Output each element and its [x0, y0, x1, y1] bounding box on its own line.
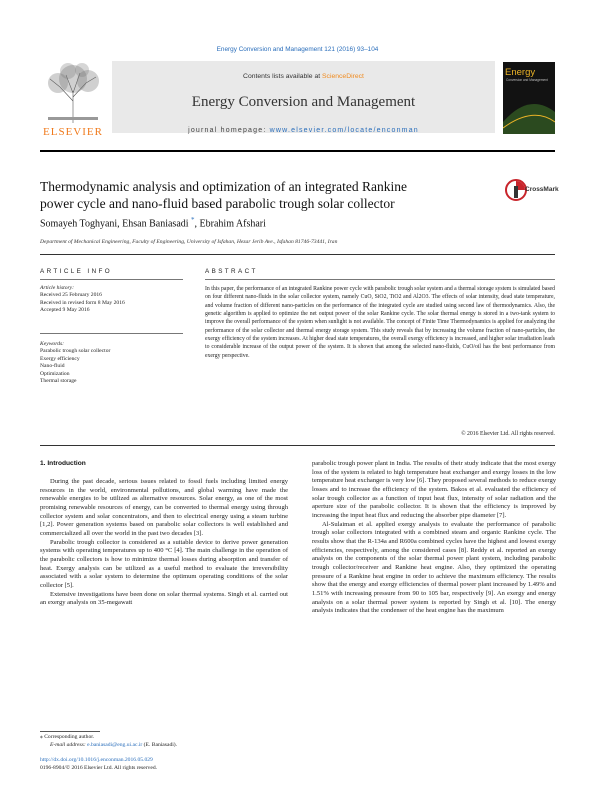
- keyword-item: Thermal storage: [40, 378, 77, 385]
- homepage-link[interactable]: www.elsevier.com/locate/enconman: [269, 127, 419, 134]
- article-info-rule: [40, 279, 183, 280]
- journal-citation[interactable]: Energy Conversion and Management 121 (2016) 93–104: [216, 46, 379, 53]
- title-rule: [40, 254, 555, 255]
- email-link[interactable]: e.baniasadi@eng.ui.ac.ir: [87, 742, 143, 748]
- corresponding-marker[interactable]: *: [191, 216, 195, 224]
- publisher-wordmark: ELSEVIER: [43, 126, 103, 138]
- sciencedirect-link[interactable]: ScienceDirect: [322, 73, 364, 80]
- elsevier-tree-logo: [40, 61, 106, 133]
- paragraph: parabolic trough power plant in India. The results of their study indicate that the most exergy loss of the system is related to high temperature heat exchanger and exergy losses in the low temperature heat exchanger is very low [6]. They proposed several methods to reduce exergy losses and to increase the efficiency of the system. Bakos et al. evaluated the efficiency of solar trough collector as a function of input heat flux, intensity of solar radiation and the aperture size of the parabolic collector. It is shown that the efficiency is improved by increasing the input heat flux and reducing the absorber pipe diameter [7].: [312, 460, 556, 519]
- article-info-heading: ARTICLE INFO: [40, 268, 113, 275]
- contents-prefix: Contents lists available at: [243, 73, 323, 80]
- article-history: [40, 285, 185, 315]
- keywords-list: [40, 341, 185, 385]
- keyword-item: Nano-fluid: [40, 363, 65, 370]
- abstract-rule: [205, 279, 555, 280]
- keyword-item: Parabolic trough solar collector: [40, 348, 111, 355]
- cover-subtitle: Conversion and Management: [506, 78, 548, 82]
- article-title: [40, 178, 490, 212]
- email-suffix: (E. Baniasadi).: [142, 742, 178, 748]
- footnote-rule: [40, 731, 100, 732]
- affiliation: Department of Mechanical Engineering, Faculty of Engineering, University of Isfahan, Hezar Jerib Ave., Isfahan 81746-73441, Iran: [40, 239, 338, 245]
- crossmark-label[interactable]: CrossMark: [525, 186, 559, 193]
- doi-text[interactable]: http://dx.doi.org/10.1016/j.enconman.2016.05.029: [40, 757, 153, 763]
- history-label: Article history:: [40, 285, 75, 291]
- article-title-line-2: power cycle and nano-fluid based parabolic trough solar collector: [40, 196, 395, 211]
- contents-line: [112, 73, 495, 80]
- keyword-item: Optimization: [40, 370, 70, 377]
- history-item: Accepted 9 May 2016: [40, 307, 90, 314]
- authors-part-1[interactable]: Somayeh Toghyani, Ehsan Baniasadi: [40, 218, 189, 230]
- homepage-prefix: journal homepage:: [188, 127, 270, 134]
- doi-link[interactable]: [40, 757, 153, 764]
- section-heading-introduction: 1. Introduction: [40, 460, 86, 467]
- right-column: [312, 460, 556, 616]
- abstract-heading: ABSTRACT: [205, 268, 258, 275]
- journal-title: Energy Conversion and Management: [191, 94, 416, 110]
- keywords-rule: [40, 333, 183, 334]
- abstract-bottom-rule: [40, 445, 555, 446]
- left-column: [40, 478, 288, 608]
- issn-line: 0196-8904/© 2016 Elsevier Ltd. All rights reserved.: [40, 765, 158, 771]
- paragraph: Parabolic trough collector is considered as a suitable device to derive power generation systems with operating temperatures up to 400 °C [4]. The main challenge in the operation of the parabolic collectors is how to minimize thermal losses during absorption and transfer of heat. Exergy analysis can be utilized as a useful method to evaluate the irreversibility associated with a solar system to determine the optimum operating conditions of the solar collector [5].: [40, 538, 288, 589]
- header-rule: [40, 150, 555, 152]
- paragraph: Al-Sulaiman et al. applied exergy analysis to evaluate the performance of parabolic trough solar collectors integrated with a combined steam and organic Rankine cycle. The results show that the R-134a and R600a combined cycles have the highest and lowest exergy efficiencies, respectively, among the considered cases [8]. Reddy et al. reported an exergy analysis on the components of the solar thermal power plant system, including parabolic trough collector/receiver and Rankine heat engine. Also, they optimized the operating pressure of a Rankine heat engine in order to achieve the maximum efficiency. The results show that the energy and exergy efficiencies of thermal power plant increased by 1.49% and 1.51% with increasing pressure from 90 to 105 bar, respectively [9]. An exergy and energy analysis on a solar thermal power system is reported by Singh et al. [10]. The energy analysis indicates that the condenser of the heat engine has the maximum: [312, 520, 556, 615]
- email-footnote: [50, 742, 177, 749]
- paragraph: Extensive investigations have been done on solar thermal systems. Singh et al. carried out an exergy analysis on 35-megawatt: [40, 590, 288, 607]
- history-item: Received in revised form 8 May 2016: [40, 299, 125, 306]
- cover-title: Energy: [505, 67, 536, 78]
- abstract-copyright: © 2016 Elsevier Ltd. All rights reserved.: [461, 431, 555, 437]
- corresponding-footnote: ⁎ Corresponding author.: [40, 734, 95, 740]
- history-item: Received 25 February 2016: [40, 292, 102, 299]
- keyword-item: Exergy efficiency: [40, 355, 80, 362]
- article-title-line-1: Thermodynamic analysis and optimization of an integrated Rankine: [40, 179, 408, 194]
- keywords-label: Keywords:: [40, 341, 65, 347]
- email-label: E-mail address:: [50, 742, 88, 748]
- authors-part-2[interactable]: , Ebrahim Afshari: [194, 218, 266, 230]
- abstract-text: In this paper, the performance of an integrated Rankine power cycle with parabolic trough solar system and a thermal storage system is simulated based on four different nano-fluids in the solar collector system, namely CuO, SiO2, TiO2 and Al2O3. The effects of solar intensity, dead state temperature, and volume fraction of different nano-particles on the performance of the integrated cycle are studied using second law of thermodynamics. Also, the genetic algorithm is applied to optimize the net output power of the solar Rankine cycle. The solar thermal energy is stored in a two-tank system to improve the overall performance of the system when sunlight is not available. The concept of Finite Time Thermodynamics is applied for analyzing the performance of the solar collector and thermal energy storage system. This study reveals that by increasing the volume fraction of nano-particles, the exergy efficiency of the system increases. At higher dead state temperatures, the overall exergy efficiency is increased, and higher solar irradiation leads to considerable increase of the output power of the system. It is shown that among the selected nano-fluids, CuO/oil has the best performance from exergy perspective.: [205, 286, 555, 359]
- journal-homepage: [112, 127, 495, 134]
- author-list: [40, 216, 266, 229]
- corresponding-label: Corresponding author.: [44, 734, 95, 740]
- paragraph: During the past decade, serious issues related to fossil fuels including limited energy resources in the world, environmental pollutions, and global warming have made the renewable energies to be utilized as alternative resources. Solar energy, as one of the most promising renewable resources of energy, can be converted to thermal energy using through collector system and solar concentrators, and then to electrical energy using a steam turbine [1,2]. Power generation systems based on parabolic solar collectors is well established and commercialized all over the world in the past two decades [3].: [40, 478, 288, 537]
